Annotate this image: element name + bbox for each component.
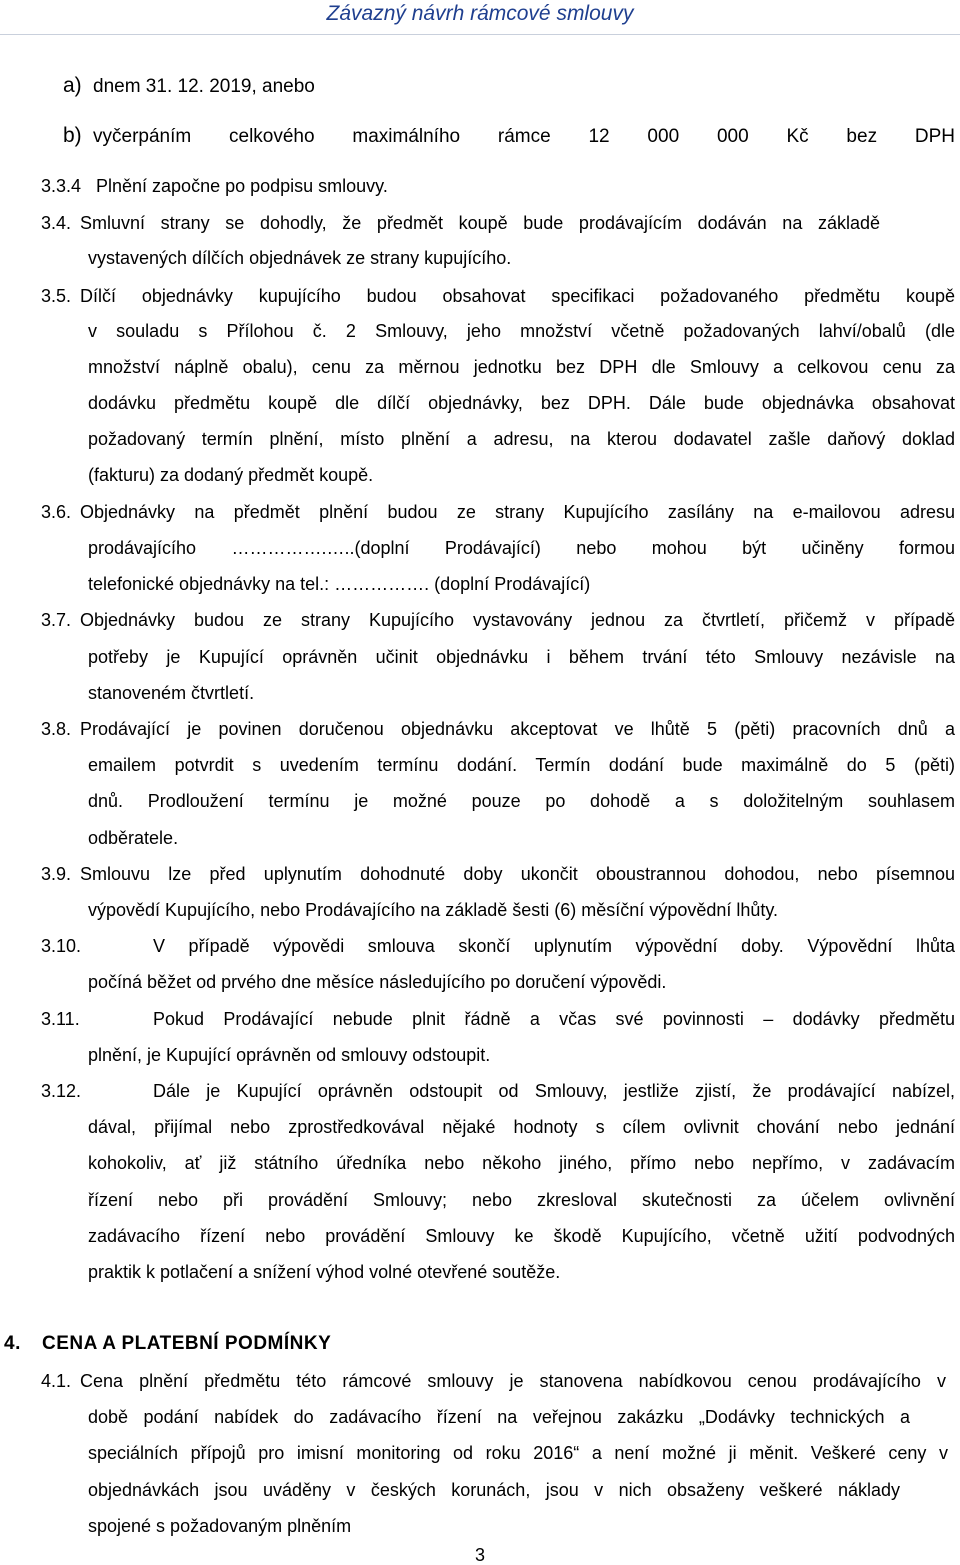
section-3-5-line: dodávku předmětu koupě dle dílčí objednávky, bez DPH. Dále bude objednávka obsahovat xyxy=(88,393,955,413)
section-3-12-line: řízení nebo při provádění Smlouvy; nebo zkresloval skutečnosti za účelem ovlivnění xyxy=(88,1190,955,1210)
section-3-8-line: emailem potvrdit s uvedením termínu dodání. Termín dodání bude maximálně do 5 (pěti) xyxy=(88,755,955,775)
section-3-7-line: potřeby je Kupující oprávněn učinit objednávku i během trvání této Smlouvy nezávisle na xyxy=(88,647,955,667)
section-number-3-4: 3.4. xyxy=(41,213,72,233)
section-3-7-line: Objednávky budou ze strany Kupujícího vystavovány jednou za čtvrtletí, přičemž v případě xyxy=(80,610,955,630)
section-3-5-line: Dílčí objednávky kupujícího budou obsahovat specifikaci požadovaného předmětu koupě xyxy=(80,286,955,306)
section-3-10-line: V případě výpovědi smlouva skončí uplynutím výpovědní doby. Výpovědní lhůta xyxy=(153,936,955,956)
section-3-10-line: počíná běžet od prvého dne měsíce následujícího po doručení výpovědi. xyxy=(88,972,667,992)
section-3-7-line: stanoveném čtvrtletí. xyxy=(88,683,255,703)
section-3-5-line: v souladu s Přílohou č. 2 Smlouvy, jeho množství včetně požadovaných lahví/obalů (dle xyxy=(88,321,955,341)
heading-number-4: 4. xyxy=(4,1333,21,1354)
section-3-11-line: Pokud Prodávající nebude plnit řádně a včas své povinnosti – dodávky předmětu xyxy=(153,1009,955,1029)
section-3-6-line: Objednávky na předmět plnění budou ze strany Kupujícího zasílány na e-mailovou adresu xyxy=(80,502,955,522)
section-3-6-line: prodávajícího …………….…..(doplní Prodávající) nebo mohou být učiněny formou xyxy=(88,538,955,558)
section-3-5-line: množství náplně obalu), cenu za měrnou jednotku bez DPH dle Smlouvy a celkovou cenu za xyxy=(88,357,955,377)
heading-title-4: CENA A PLATEBNÍ PODMÍNKY xyxy=(42,1333,332,1354)
section-number-3-10: 3.10. xyxy=(41,936,82,956)
section-3-4-line: vystavených dílčích objednávek ze strany kupujícího. xyxy=(88,248,512,268)
section-number-4-1: 4.1. xyxy=(41,1371,72,1391)
section-3-3-4-text: Plnění započne po podpisu smlouvy. xyxy=(96,176,388,196)
section-3-12-line: dával, přijímal nebo zprostředkovával nějaké hodnoty s cílem ovlivnit chování nebo jednání xyxy=(88,1117,955,1137)
section-number-3-7: 3.7. xyxy=(41,610,72,630)
section-3-8-line: Prodávající je povinen doručenou objednávku akceptovat ve lhůtě 5 (pěti) pracovních dnů a xyxy=(80,719,955,739)
item-b-text: vyčerpáním celkového maximálního rámce 12 000 000 Kč bez DPH xyxy=(93,126,955,147)
section-3-9-line: výpovědí Kupujícího, nebo Prodávajícího na základě šesti (6) měsíční výpovědní lhůty. xyxy=(88,900,779,920)
section-3-12-line: zadávacího řízení nebo provádění Smlouvy ke škodě Kupujícího, včetně užití podvodných xyxy=(88,1226,955,1246)
section-4-1-line: době podání nabídek do zadávacího řízení na veřejnou zakázku „Dodávky technických a xyxy=(88,1407,910,1427)
item-marker-a: a) xyxy=(63,74,82,97)
section-3-5-line: požadovaný termín plnění, místo plnění a adresu, na kterou dodavatel zašle daňový doklad xyxy=(88,429,955,449)
section-number-3-8: 3.8. xyxy=(41,719,72,739)
section-3-9-line: Smlouvu lze před uplynutím dohodnuté doby ukončit oboustrannou dohodou, nebo písemnou xyxy=(80,864,955,884)
section-4-1-line: speciálních přípojů pro imisní monitoring od roku 2016“ a není možné ji měnit. Veškeré ceny v xyxy=(88,1443,948,1463)
section-3-6-line: telefonické objednávky na tel.: ……………. (doplní Prodávající) xyxy=(88,574,591,594)
document-title: Závazný návrh rámcové smlouvy xyxy=(326,2,634,25)
section-number-3-5: 3.5. xyxy=(41,286,72,306)
section-number-3-6: 3.6. xyxy=(41,502,72,522)
section-3-8-line: odběratele. xyxy=(88,828,179,848)
section-number-3-12: 3.12. xyxy=(41,1081,82,1101)
section-3-12-line: Dále je Kupující oprávněn odstoupit od Smlouvy, jestliže zjistí, že prodávající nabízel, xyxy=(153,1081,955,1101)
page-number: 3 xyxy=(474,1545,485,1565)
section-3-4-line: Smluvní strany se dohodly, že předmět koupě bude prodávajícím dodáván na základě xyxy=(80,213,880,233)
section-number-3-3-4: 3.3.4 xyxy=(41,176,82,196)
item-marker-b: b) xyxy=(63,124,82,147)
section-number-3-9: 3.9. xyxy=(41,864,72,884)
section-number-3-11: 3.11. xyxy=(41,1009,80,1029)
section-3-12-line: praktik k potlačení a snížení výhod volné otevřené soutěže. xyxy=(88,1262,561,1282)
section-4-1-line: spojené s požadovaným plněním xyxy=(88,1516,352,1536)
section-3-12-line: kohokoliv, ať již státního úředníka nebo někoho jiného, přímo nebo nepřímo, v zadávacím xyxy=(88,1153,955,1173)
section-4-1-line: Cena plnění předmětu této rámcové smlouvy je stanovena nabídkovou cenou prodávajícího v xyxy=(80,1371,946,1391)
section-3-8-line: dnů. Prodloužení termínu je možné pouze po dohodě a s doložitelným souhlasem xyxy=(88,791,955,811)
section-3-5-line: (fakturu) za dodaný předmět koupě. xyxy=(88,465,374,485)
section-4-1-line: objednávkách jsou uváděny v českých korunách, jsou v nich obsaženy veškeré náklady xyxy=(88,1480,900,1500)
item-a-text: dnem 31. 12. 2019, anebo xyxy=(93,76,315,97)
section-3-11-line: plnění, je Kupující oprávněn od smlouvy odstoupit. xyxy=(88,1045,491,1065)
page-header xyxy=(0,0,960,35)
